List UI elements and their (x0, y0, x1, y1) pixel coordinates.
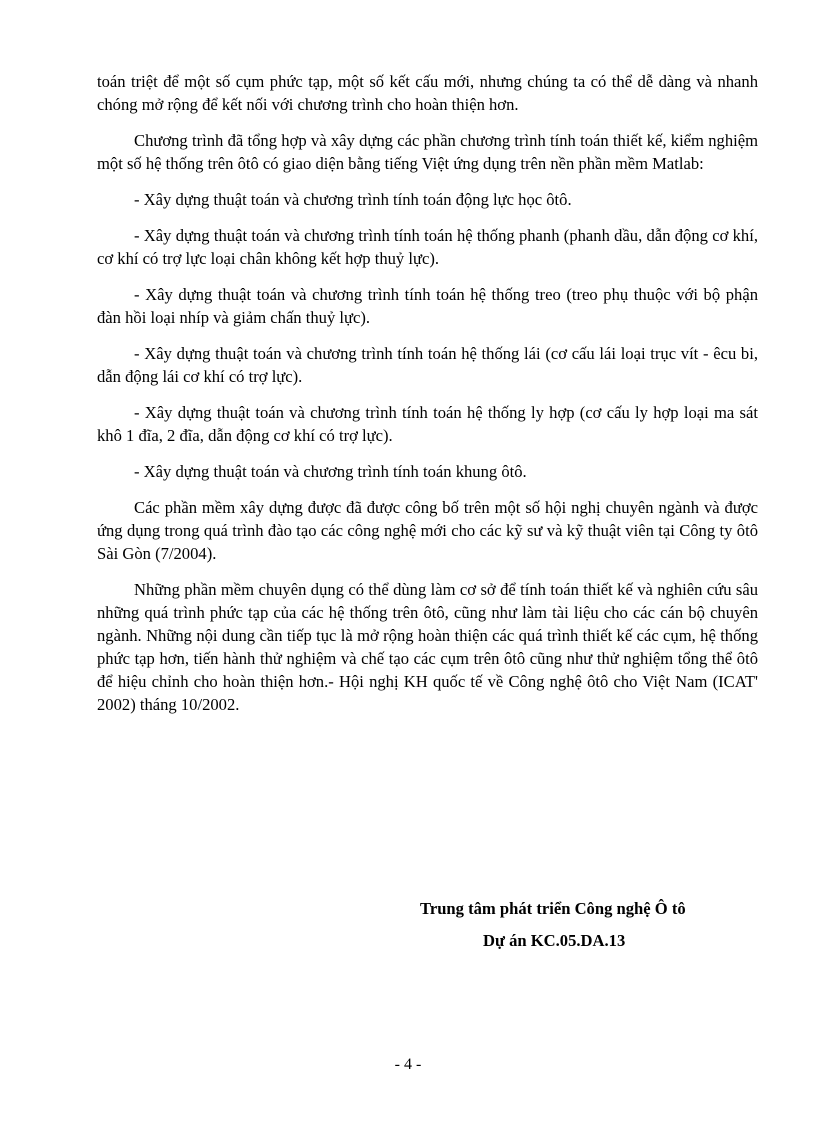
document-body (97, 70, 758, 729)
list-item-suspension: - Xây dựng thuật toán và chương trình tính toán hệ thống treo (treo phụ thuộc với bộ phận đàn hồi loại nhíp và giảm chấn thuỷ lực). (97, 285, 758, 327)
paragraph-publication: Các phần mềm xây dựng được đã được công bố trên một số hội nghị chuyên ngành và được ứng dụng trong quá trình đào tạo các công nghệ mới cho các kỹ sư và kỹ thuật viên tại Công ty ôtô Sài Gòn (7/2004). (97, 498, 758, 563)
paragraph-continuation: toán triệt để một số cụm phức tạp, một số kết cấu mới, nhưng chúng ta có thể dễ dàng và nhanh chóng mở rộng để kết nối với chương trình cho hoàn thiện hơn. (97, 72, 758, 114)
page-number: - 4 - (394, 1056, 422, 1073)
paragraph-intro: Chương trình đã tổng hợp và xây dựng các phần chương trình tính toán thiết kế, kiểm nghiệm một số hệ thống trên ôtô có giao diện bằng tiếng Việt ứng dụng trên nền phần mềm Matlab: (97, 131, 758, 173)
list-item-frame: - Xây dựng thuật toán và chương trình tính toán khung ôtô. (134, 462, 527, 481)
list-item-clutch: - Xây dựng thuật toán và chương trình tính toán hệ thống ly hợp (cơ cấu ly hợp loại ma sát khô 1 đĩa, 2 đĩa, dẫn động cơ khí có trợ lực). (97, 403, 758, 445)
list-item-brakes: - Xây dựng thuật toán và chương trình tính toán hệ thống phanh (phanh dầu, dẫn động cơ khí, cơ khí có trợ lực loại chân không kết hợp thuỷ lực). (97, 226, 758, 268)
list-item-steering: - Xây dựng thuật toán và chương trình tính toán hệ thống lái (cơ cấu lái loại trục vít - êcu bi, dẫn động lái cơ khí có trợ lực). (97, 344, 758, 386)
signature-project: Dự án KC.05.DA.13 (483, 931, 626, 950)
paragraph-conclusion: Những phần mềm chuyên dụng có thể dùng làm cơ sở để tính toán thiết kế và nghiên cứu sâu những quá trình phức tạp của các hệ thống trên ôtô, cũng như làm tài liệu cho các cán bộ chuyên ngành. Những nội dung cần tiếp tục là mở rộng hoàn thiện các quá trình thiết kế các cụm, hệ thống phức tạp hơn, tiến hành thử nghiệm và chế tạo các cụm trên ôtô cũng như thử nghiệm tổng thể ôtô để hiệu chỉnh cho hoàn thiện hơn.- Hội nghị KH quốc tế về Công nghệ ôtô cho Việt Nam (ICAT' 2002) tháng 10/2002. (97, 580, 758, 714)
signature-organization: Trung tâm phát triển Công nghệ Ô tô (420, 899, 686, 918)
list-item-dynamics: - Xây dựng thuật toán và chương trình tính toán động lực học ôtô. (134, 190, 572, 209)
